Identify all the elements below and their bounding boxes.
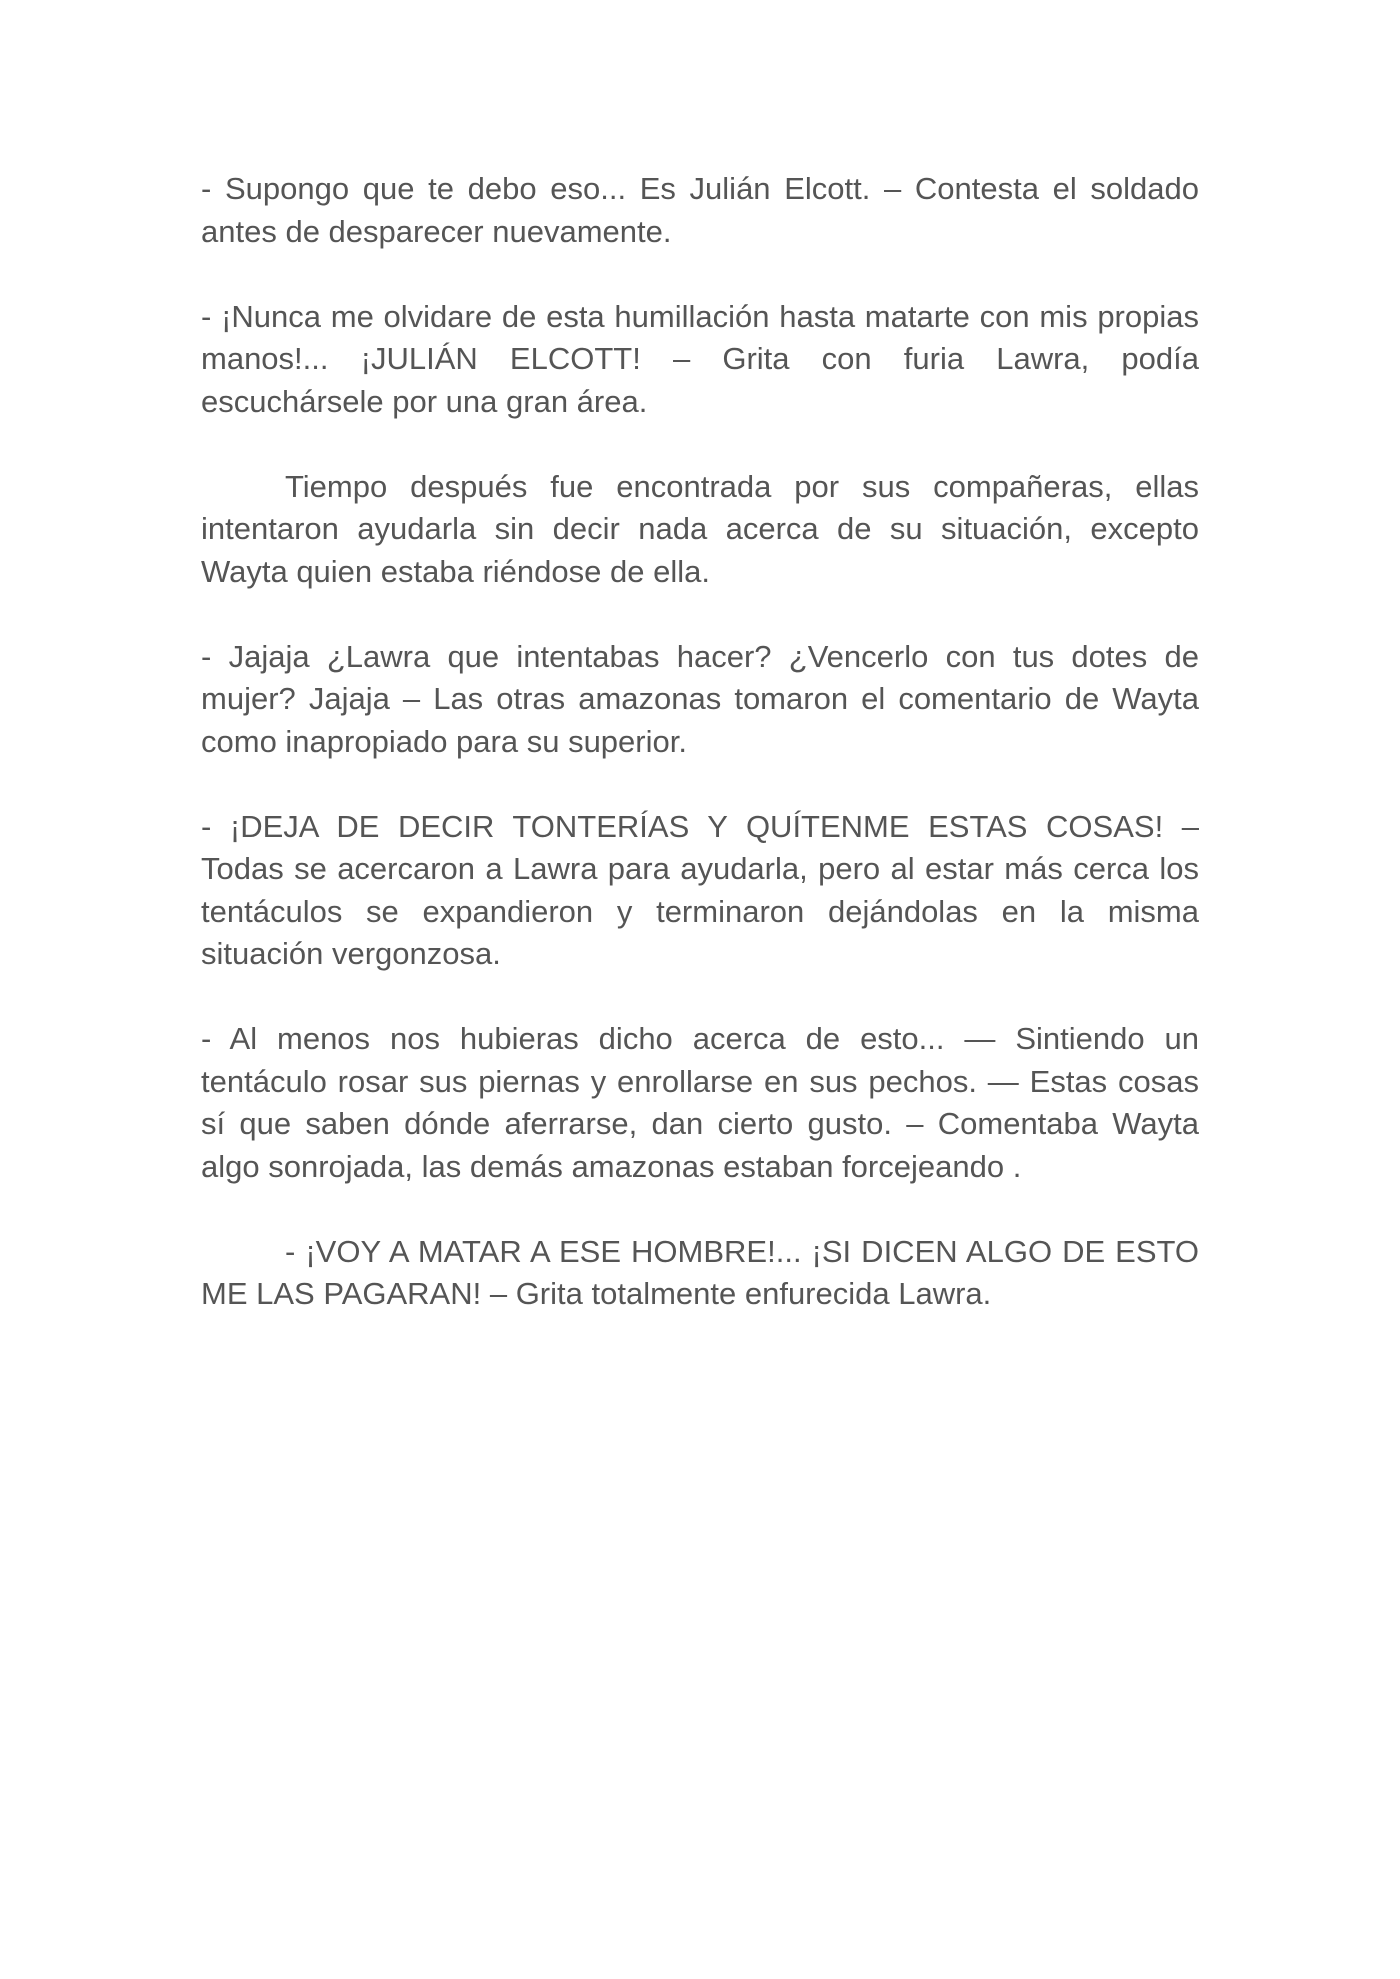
paragraph-1: - Supongo que te debo eso... Es Julián Elcott. – Contesta el soldado antes de desparecer nuevamente.	[201, 171, 1199, 249]
paragraph-5: - ¡DEJA DE DECIR TONTERÍAS Y QUÍTENME ESTAS COSAS! – Todas se acercaron a Lawra para ayudarla, pero al estar más cerca los tentáculos se expandieron y terminaron dejándolas en la misma situación vergonzosa.	[201, 808, 1199, 971]
paragraph-4: - Jajaja ¿Lawra que intentabas hacer? ¿Vencerlo con tus dotes de mujer? Jajaja – Las otras amazonas tomaron el comentario de Wayta como inapropiado para su superior.	[201, 638, 1199, 759]
paragraph-2: - ¡Nunca me olvidare de esta humillación hasta matarte con mis propias manos!... ¡JULIÁN ELCOTT! – Grita con furia Lawra, podía escuchársele por una gran área.	[201, 298, 1199, 419]
paragraph-6: - Al menos nos hubieras dicho acerca de esto... — Sintiendo un tentáculo rosar sus piernas y enrollarse en sus pechos. — Estas cosas sí que saben dónde aferrarse, dan cierto gusto. – Comentaba Wayta algo sonrojada, las demás amazonas estaban forcejeando .	[201, 1021, 1199, 1184]
paragraph-7: - ¡VOY A MATAR A ESE HOMBRE!... ¡SI DICEN ALGO DE ESTO ME LAS PAGARAN! – Grita totalmente enfurecida Lawra.	[201, 1233, 1199, 1311]
body-text	[201, 168, 1199, 1358]
paragraph-3: Tiempo después fue encontrada por sus compañeras, ellas intentaron ayudarla sin decir nada acerca de su situación, excepto Wayta quien estaba riéndose de ella.	[201, 468, 1199, 589]
